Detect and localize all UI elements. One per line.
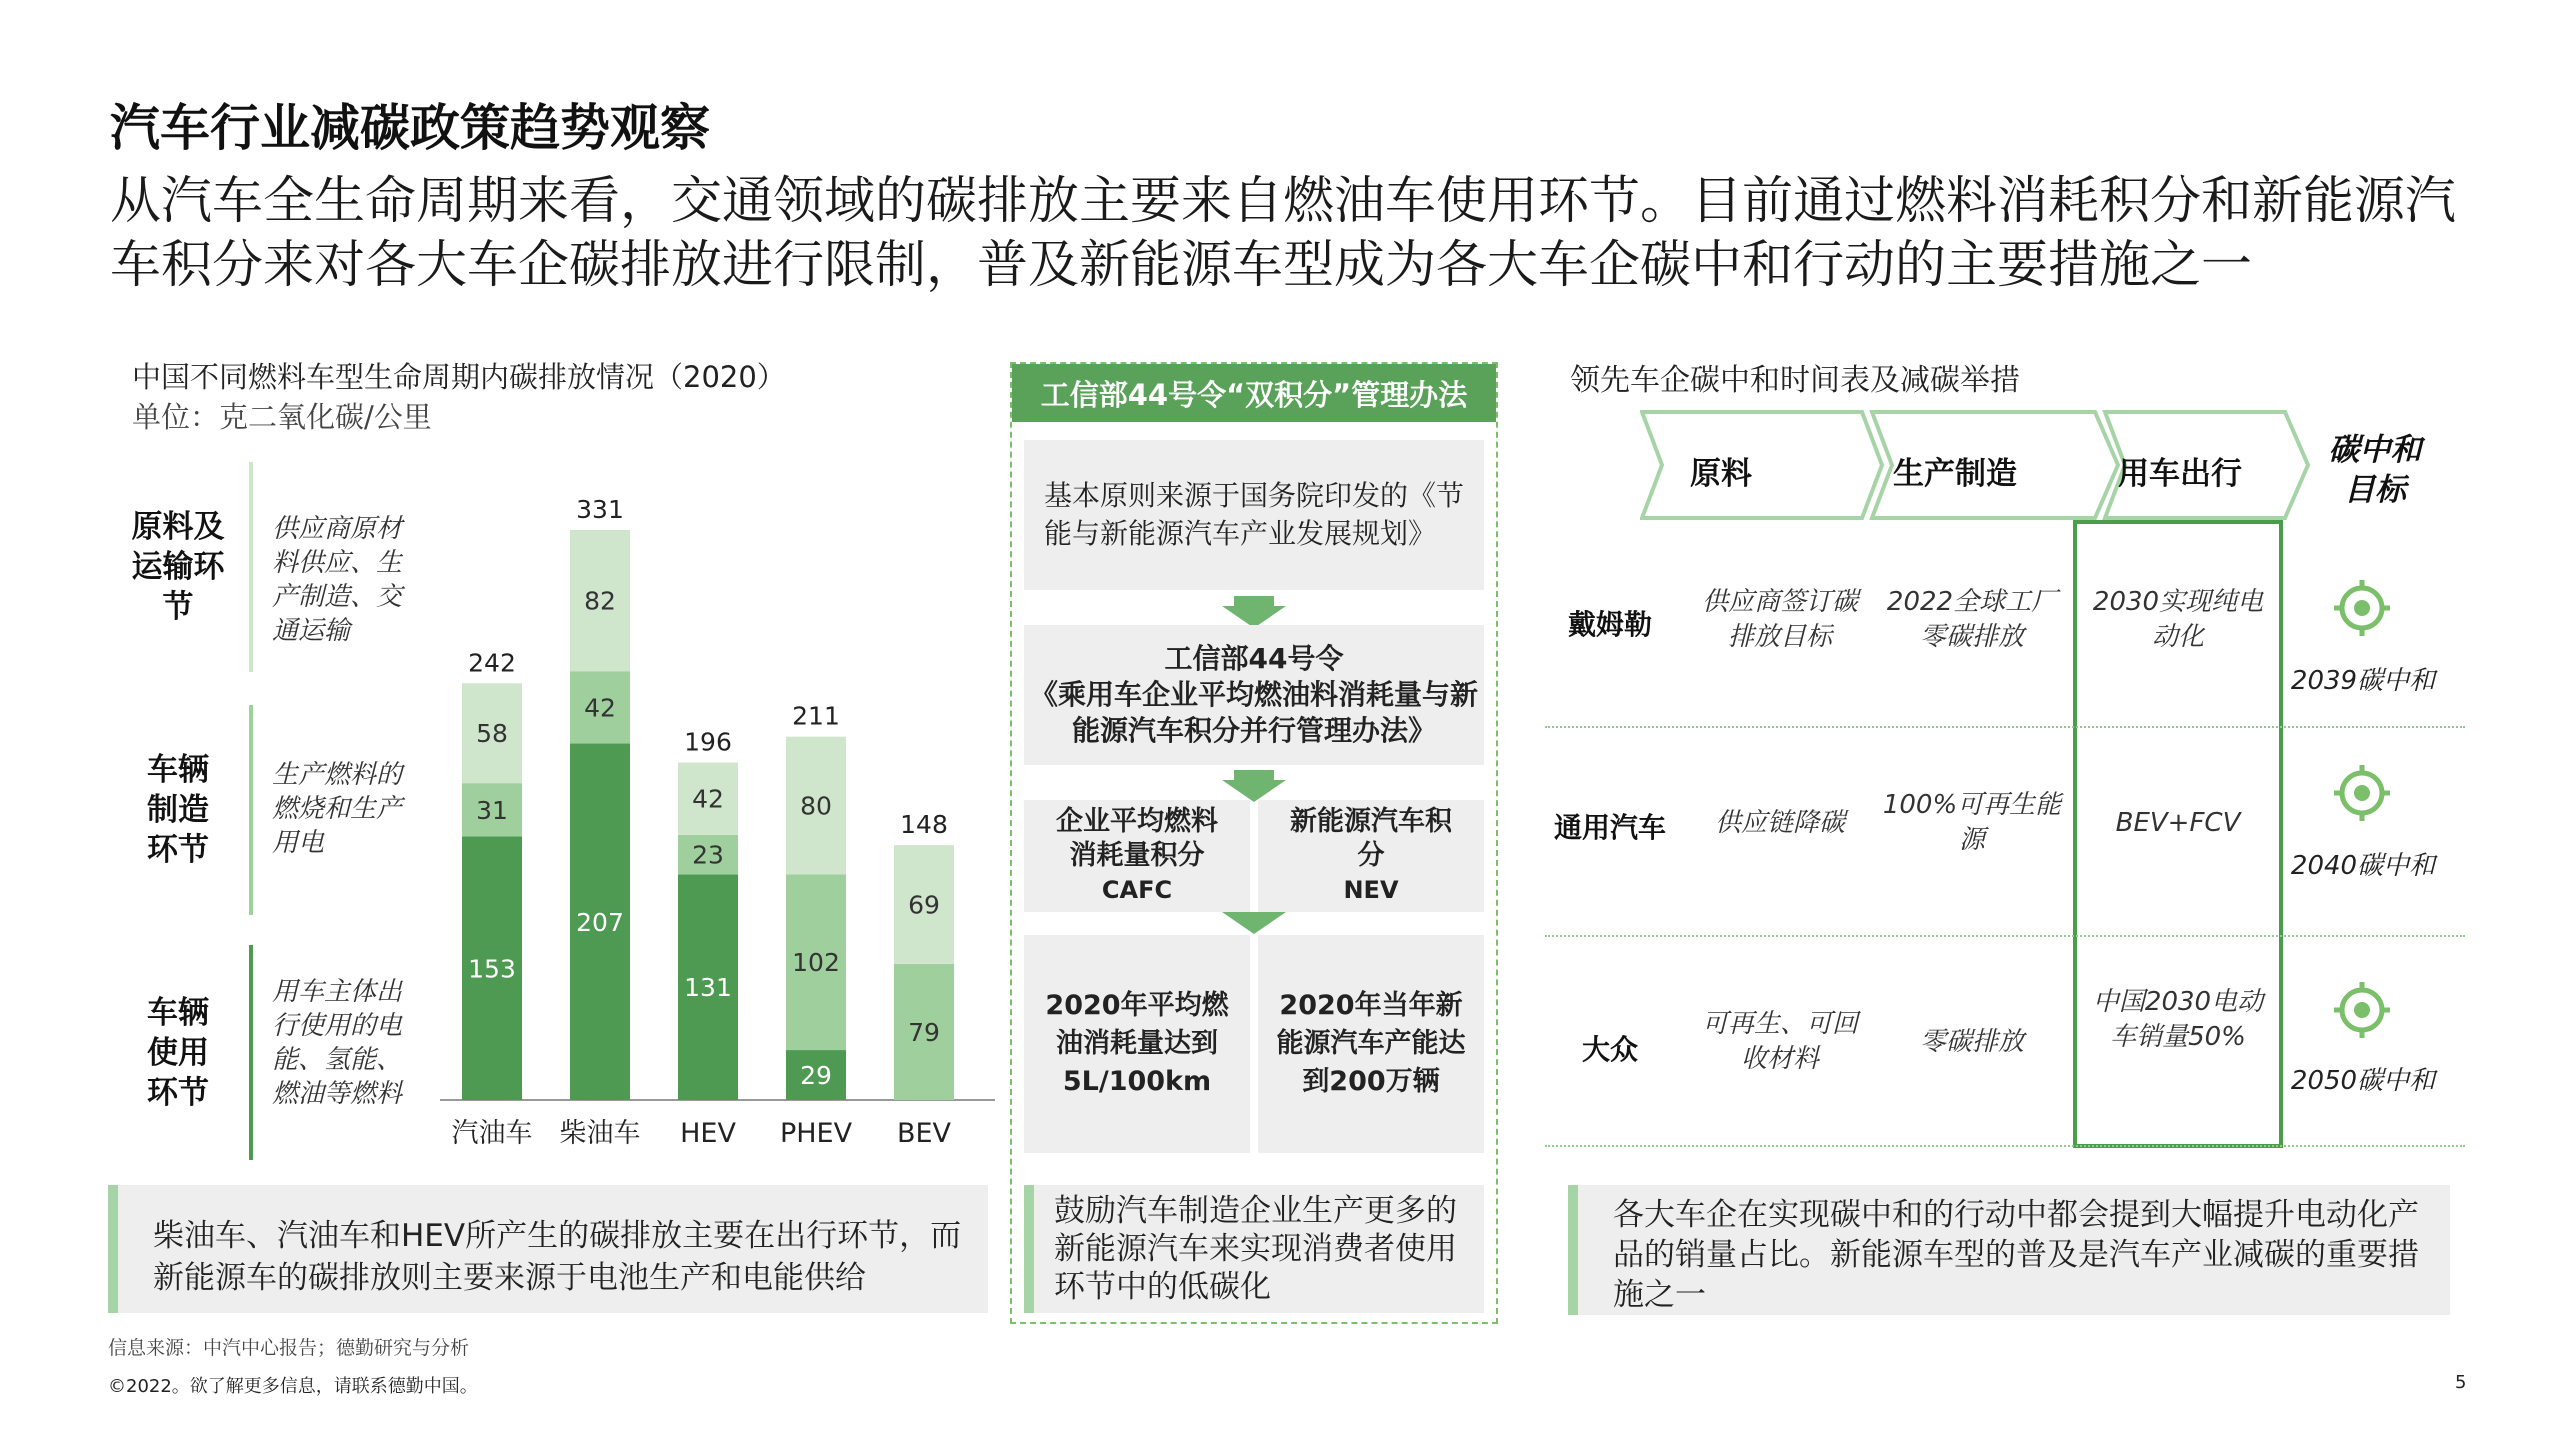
bar-value-label: 31 (476, 795, 508, 825)
bar-total-label: 148 (900, 810, 948, 840)
x-tick-label: PHEV (779, 1118, 853, 1149)
bar-value-label: 102 (792, 948, 840, 978)
daimler-goal: 2039碳中和 (2290, 666, 2436, 696)
left-note-text: 柴油车、汽油车和HEV所产生的碳排放主要在出行环节，而新能源车的碳排放则主要来源于电池生产和电能供给 (153, 1218, 962, 1296)
bar-total-label: 211 (792, 701, 840, 731)
left-note (108, 1185, 988, 1313)
col-goal: 碳中和目标 (2328, 432, 2422, 508)
vw-raw: 可再生、可回收材料 (1701, 1009, 1858, 1074)
down-arrow-icon (1222, 912, 1286, 934)
col-raw: 原料 (1690, 456, 1752, 492)
company-gm: 通用汽车 (1553, 811, 1666, 844)
bar-value-label: 42 (692, 784, 724, 814)
stage-manufacturing (113, 705, 243, 915)
bar-total-label: 242 (468, 648, 516, 678)
target-icon (2332, 578, 2392, 638)
cafc-box (1024, 800, 1250, 912)
target-icon (2332, 980, 2392, 1040)
stage-desc: 供应商原材料供应、生产制造、交通运输 (272, 514, 403, 646)
stage-usage (113, 945, 243, 1160)
page-title: 汽车行业减碳政策趋势观察 (110, 99, 710, 157)
nev-label: 新能源汽车积分 (1290, 806, 1452, 871)
vw-usage: 中国2030电动车销量50% (2092, 987, 2264, 1052)
chart-unit: 单位：克二氧化碳/公里 (132, 400, 432, 434)
bar-value-label: 79 (908, 1017, 940, 1047)
down-arrow-icon (1234, 596, 1274, 606)
policy-order-name: 《乘用车企业平均燃油料消耗量与新能源汽车积分并行管理办法》 (1029, 678, 1478, 747)
row-divider (1545, 935, 2465, 937)
stage-label: 车辆制造环节 (147, 752, 209, 868)
bar-value-label: 153 (468, 954, 516, 984)
cafc-target-text: 2020年平均燃油消耗量达到5L/100km (1045, 990, 1229, 1097)
stage-desc: 用车主体出行使用的电能、氢能、燃油等燃料 (272, 977, 403, 1109)
bar-value-label: 23 (692, 840, 724, 870)
policy-note-text: 鼓励汽车制造企业生产更多的新能源汽车来实现消费者使用环节中的低碳化 (1054, 1193, 1457, 1305)
bar-total-label: 331 (576, 495, 624, 524)
gm-production: 100%可再生能源 (1882, 790, 2062, 855)
target-icon (2332, 763, 2392, 823)
company-daimler: 戴姆勒 (1567, 608, 1652, 641)
down-arrow-icon (1222, 780, 1286, 802)
nev-target-box (1258, 935, 1484, 1153)
row-divider (1545, 726, 2465, 728)
stage-label: 原料及运输环节 (131, 509, 225, 625)
source-note: 信息来源：中汽中心报告；德勤研究与分析 (108, 1337, 470, 1359)
timeline-title: 领先车企碳中和时间表及减碳举措 (1570, 363, 2020, 398)
policy-order-title: 工信部44号令 (1164, 642, 1344, 675)
down-arrow-icon (1234, 770, 1274, 780)
copyright: ©2022。欲了解更多信息，请联系德勤中国。 (108, 1376, 478, 1397)
daimler-usage: 2030实现纯电动化 (2092, 587, 2264, 652)
bar-value-label: 69 (908, 890, 940, 920)
nev-box (1258, 800, 1484, 912)
bar-value-label: 207 (576, 907, 624, 937)
col-production: 生产制造 (1893, 456, 2017, 492)
bar-value-label: 131 (684, 973, 732, 1003)
policy-order-box (1024, 625, 1484, 765)
x-tick-label: BEV (896, 1118, 952, 1149)
bar-value-label: 80 (800, 791, 832, 821)
policy-origin-text: 基本原则来源于国务院印发的《节能与新能源汽车产业发展规划》 (1044, 479, 1465, 550)
daimler-production: 2022全球工厂零碳排放 (1886, 587, 2058, 652)
stage-desc: 生产燃料的燃烧和生产用电 (272, 760, 403, 858)
policy-origin-box (1024, 440, 1484, 590)
gm-usage: BEV+FCV (2115, 808, 2241, 838)
cafc-target-box (1024, 935, 1250, 1153)
right-note (1568, 1185, 2450, 1315)
nev-target-text: 2020年当年新能源汽车产能达到200万辆 (1276, 990, 1466, 1097)
page-subtitle: 从汽车全生命周期来看，交通领域的碳排放主要来自燃油车使用环节。目前通过燃料消耗积分和新能源汽车积分来对各大车企碳排放进行限制，普及新能源车型成为各大车企碳中和行动的主要措施之一 (110, 172, 2457, 295)
bar-value-label: 82 (584, 586, 616, 616)
gm-goal: 2040碳中和 (2290, 851, 2436, 881)
stage-label: 车辆使用环节 (147, 994, 209, 1111)
company-vw: 大众 (1581, 1033, 1638, 1066)
chevron-arrow-icon (1640, 410, 2420, 520)
nev-code: NEV (1343, 876, 1399, 904)
x-tick-label: 汽油车 (451, 1118, 533, 1149)
bar-value-label: 42 (584, 693, 616, 723)
right-note-text: 各大车企在实现碳中和的行动中都会提到大幅提升电动化产品的销量占比。新能源车型的普及是汽车产业减碳的重要措施之一 (1613, 1197, 2419, 1313)
col-usage: 用车出行 (2118, 456, 2242, 492)
gm-raw: 供应链降碳 (1714, 808, 1845, 838)
vw-production: 零碳排放 (1919, 1027, 2024, 1057)
cafc-code: CAFC (1101, 876, 1173, 904)
daimler-raw: 供应商签订碳排放目标 (1701, 587, 1858, 652)
bar-total-label: 196 (684, 727, 732, 757)
chart-title: 中国不同燃料车型生命周期内碳排放情况（2020） (132, 360, 786, 394)
policy-header: 工信部44号令“双积分”管理办法 (1012, 364, 1496, 422)
emissions-bar-chart (440, 440, 1000, 1180)
stage-raw-material (113, 462, 243, 672)
bar-value-label: 58 (476, 719, 508, 749)
x-tick-label: 柴油车 (559, 1118, 641, 1149)
cafc-label: 企业平均燃料消耗量积分 (1056, 806, 1218, 871)
page-number: 5 (2455, 1372, 2467, 1393)
x-tick-label: HEV (680, 1118, 736, 1149)
row-divider (1545, 1145, 2465, 1147)
bar-value-label: 29 (800, 1061, 832, 1091)
vw-goal: 2050碳中和 (2290, 1066, 2436, 1096)
policy-note (1024, 1185, 1484, 1313)
